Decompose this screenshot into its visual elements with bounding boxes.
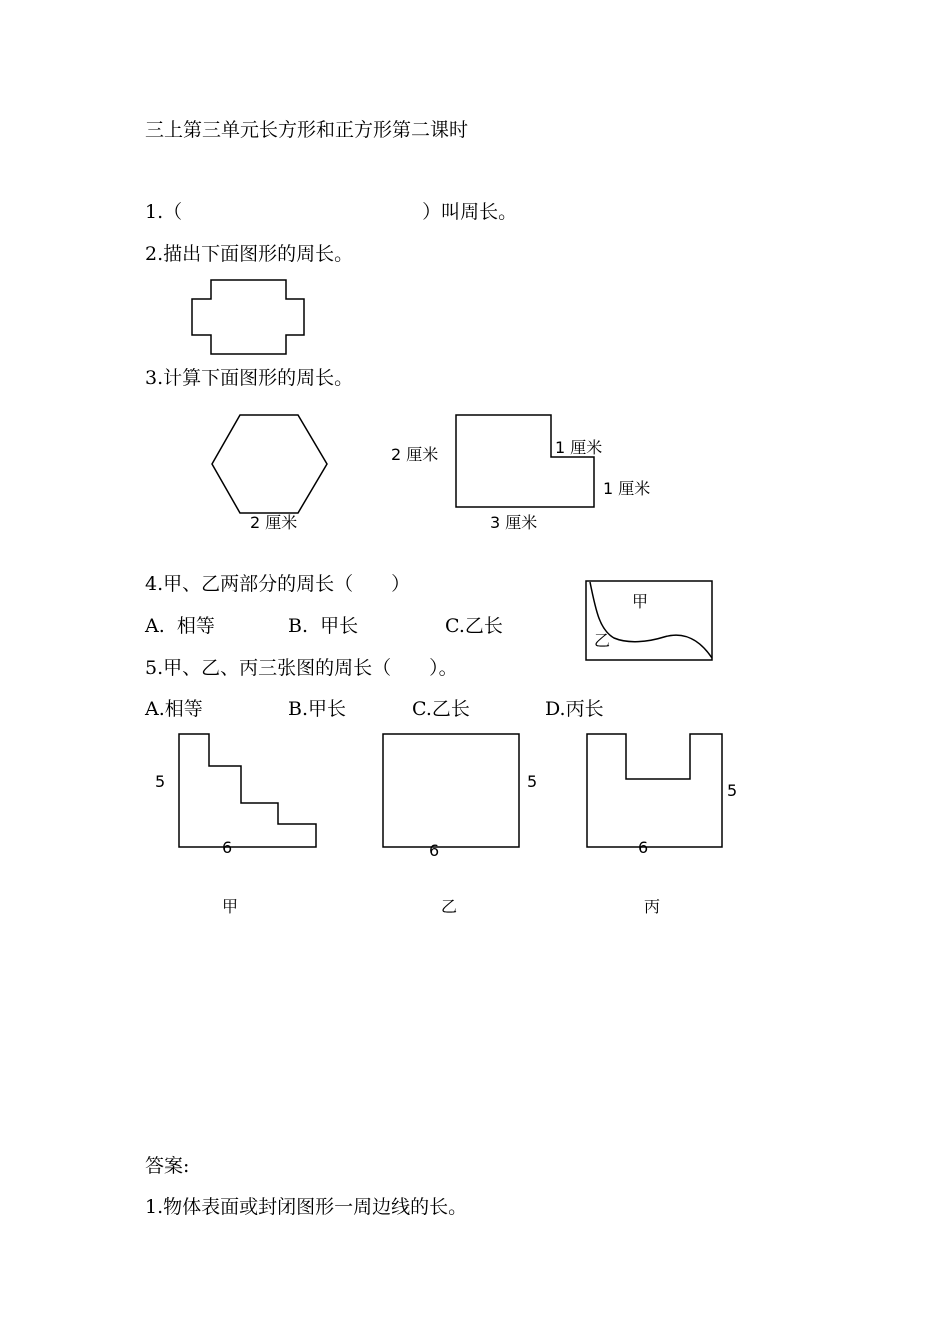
q4-option-a: A. 相等	[145, 615, 215, 637]
question-4: 4.甲、乙两部分的周长（ ）	[145, 573, 411, 595]
q4-label-jia: 甲	[632, 592, 649, 611]
q5-yi-side-label: 5	[527, 772, 538, 791]
question-2: 2.描出下面图形的周长。	[145, 243, 354, 265]
q5-option-d: D.丙长	[545, 698, 604, 720]
q4-option-c: C.乙长	[445, 615, 503, 637]
q5-figure-jia	[179, 734, 316, 847]
q4-label-yi: 乙	[594, 631, 611, 650]
q2-cross-shape	[192, 280, 304, 354]
question-3: 3.计算下面图形的周长。	[145, 367, 354, 389]
answer-1: 1.物体表面或封闭图形一周边线的长。	[145, 1196, 468, 1218]
q5-option-a: A.相等	[145, 698, 203, 720]
q5-bing-side-label: 5	[727, 781, 738, 800]
q3-lshape-bottom-label: 3 厘米	[490, 513, 538, 532]
q5-jia-name: 甲	[222, 897, 239, 916]
q5-figure-yi	[383, 734, 519, 847]
q3-l-shape	[456, 415, 594, 507]
question-5: 5.甲、乙、丙三张图的周长（ ）。	[145, 657, 458, 679]
q3-lshape-right-label: 1 厘米	[603, 479, 651, 498]
page-title: 三上第三单元长方形和正方形第二课时	[145, 119, 469, 141]
q1-prefix: 1.（	[145, 201, 183, 223]
q5-bing-name: 丙	[644, 897, 661, 916]
q5-bing-bottom-label: 6	[638, 838, 649, 857]
q5-option-b: B.甲长	[288, 698, 347, 720]
q5-figure-bing	[587, 734, 722, 847]
q5-yi-bottom-label: 6	[429, 841, 440, 860]
q3-lshape-notch-label: 1 厘米	[555, 438, 603, 457]
q4-option-b: B. 甲长	[288, 615, 359, 637]
q3-hexagon-side-label: 2 厘米	[250, 513, 298, 532]
q5-yi-name: 乙	[441, 897, 458, 916]
q3-hexagon	[212, 415, 327, 513]
q5-jia-bottom-label: 6	[222, 838, 233, 857]
answers-heading: 答案:	[145, 1155, 190, 1177]
q1-suffix: ）叫周长。	[422, 201, 518, 223]
q3-lshape-left-label: 2 厘米	[391, 445, 439, 464]
q5-jia-side-label: 5	[155, 772, 166, 791]
q5-option-c: C.乙长	[412, 698, 470, 720]
